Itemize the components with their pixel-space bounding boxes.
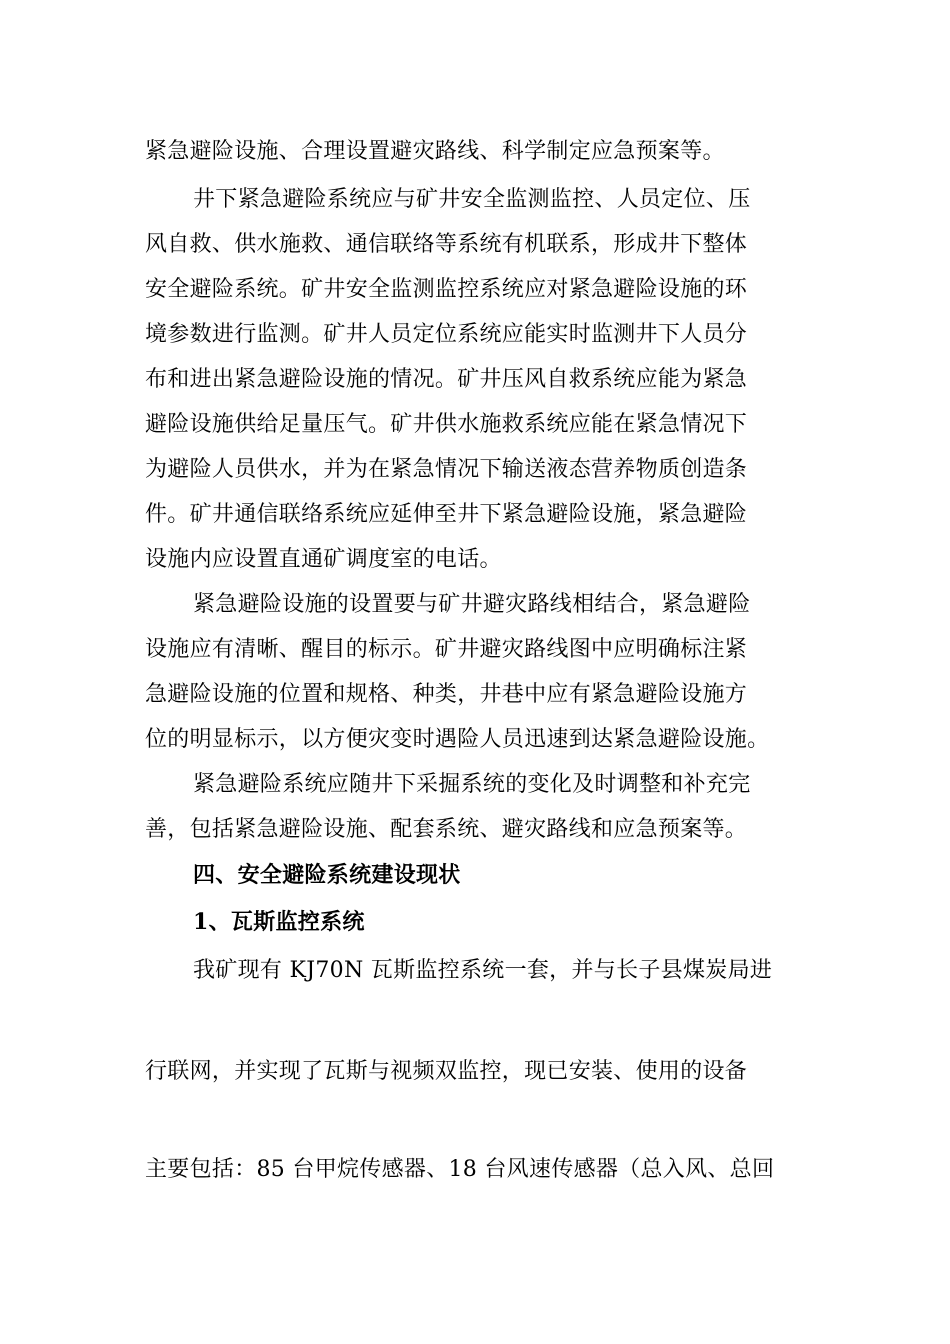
paragraph-line: 行联网，并实现了瓦斯与视频双监控，现已安装、使用的设备 xyxy=(145,1059,748,1084)
paragraph-line: 位的明显标示，以方便灾变时遇险人员迅速到达紧急避险设施。 xyxy=(145,727,770,752)
paragraph-line: 安全避险系统。矿井安全监测监控系统应对紧急避险设施的环 xyxy=(145,277,748,302)
paragraph-line: 设施内应设置直通矿调度室的电话。 xyxy=(145,547,502,572)
paragraph-line: 善，包括紧急避险设施、配套系统、避灾路线和应急预案等。 xyxy=(145,817,748,842)
subsection-heading: 1、瓦斯监控系统 xyxy=(193,909,365,935)
section-heading: 四、安全避险系统建设现状 xyxy=(193,862,461,888)
paragraph-line: 风自救、供水施救、通信联络等系统有机联系，形成井下整体 xyxy=(145,232,748,257)
paragraph-line: 我矿现有 KJ70N 瓦斯监控系统一套，并与长子县煤炭局进 xyxy=(193,958,773,983)
paragraph-line: 主要包括：85 台甲烷传感器、18 台风速传感器（总入风、总回 xyxy=(145,1157,775,1182)
paragraph-line: 紧急避险系统应随井下采掘系统的变化及时调整和补充完 xyxy=(193,772,751,797)
paragraph-line: 紧急避险设施、合理设置避灾路线、科学制定应急预案等。 xyxy=(145,139,725,164)
paragraph-line: 为避险人员供水，并为在紧急情况下输送液态营养物质创造条 xyxy=(145,457,748,482)
paragraph-line: 紧急避险设施的设置要与矿井避灾路线相结合，紧急避险 xyxy=(193,592,751,617)
paragraph-line: 件。矿井通信联络系统应延伸至井下紧急避险设施，紧急避险 xyxy=(145,502,748,527)
paragraph-line: 避险设施供给足量压气。矿井供水施救系统应能在紧急情况下 xyxy=(145,412,748,437)
paragraph-line: 境参数进行监测。矿井人员定位系统应能实时监测井下人员分 xyxy=(145,322,748,347)
paragraph-line: 设施应有清晰、醒目的标示。矿井避灾路线图中应明确标注紧 xyxy=(145,637,748,662)
paragraph-line: 布和进出紧急避险设施的情况。矿井压风自救系统应能为紧急 xyxy=(145,367,748,392)
paragraph-line: 井下紧急避险系统应与矿井安全监测监控、人员定位、压 xyxy=(193,187,751,212)
paragraph-line: 急避险设施的位置和规格、种类，井巷中应有紧急避险设施方 xyxy=(145,682,748,707)
